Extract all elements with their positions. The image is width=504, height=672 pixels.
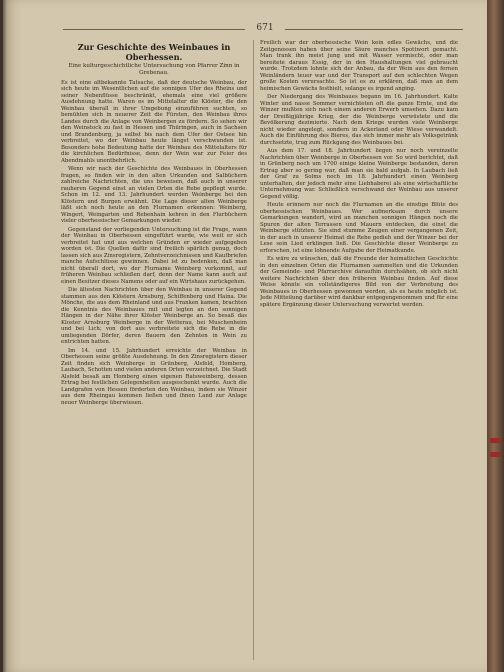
paragraph: Heute erinnern nur noch die Flurnamen an die einstige Blüte des oberhessischen Weinbaues. Wer aufmerksam durch unsere Gemarkungen wandert, wird an manchen sonnigen Hängen noch die Spuren der alten Terrassen und Mauern entdecken, die einst die Weinberge stützten. Sie sind stumme Zeugen einer vergangenen Zeit, in der auch in unserer Heimat die Rebe gedieh und der Winzer bei der Lese sein Lied erklingen ließ. Die Geschichte dieser Weinberge zu erforschen, ist eine lohnende Aufgabe der Heimatkunde. (260, 202, 458, 254)
paragraph: Wenn wir nach der Geschichte des Weinbaues in Oberhessen fragen, so finden wir in den alten Urkunden und Salbüchern zahlreiche Nachrichten, die uns beweisen, daß auch in unserer rauheren Gegend einst an vielen Orten die Rebe gepflegt wurde. Schon im 12. und 13. Jahrhundert werden Weinberge bei den Klöstern und Burgen erwähnt. Die Lage dieser alten Weinberge läßt sich noch heute an den Flurnamen erkennen: Weinberg, Wingert, Weingarten und Rebenhain kehren in den Flurbüchern vieler oberhessischer Gemarkungen wieder. (61, 166, 247, 225)
page-number: 671 (256, 23, 274, 33)
paragraph: Aus dem 17. und 18. Jahrhundert liegen nur noch vereinzelte Nachrichten über Weinberge in Oberhessen vor. So wird berichtet, daß in Grünberg noch um 1700 einige kleine Weinberge bestanden, deren Ertrag aber so gering war, daß man sie bald aufgab. In Laubach ließ der Graf zu Solms noch im 18. Jahrhundert einen Weinberg unterhalten, der jedoch mehr eine Liebhaberei als eine wirtschaftliche Unternehmung war. Schließlich verschwand der Weinbau aus unserer Gegend völlig. (260, 148, 458, 200)
right-column (260, 40, 458, 662)
page-header (63, 23, 463, 35)
book-page (3, 0, 487, 672)
header-rule-left (63, 29, 245, 30)
article-subtitle: Eine kulturgeschichtliche Untersuchung von Pfarrer Zinn in Grebenau. (68, 63, 240, 76)
article-title: Zur Geschichte des Weinbaues in Oberhessen. (77, 42, 231, 62)
spine-band (490, 438, 501, 443)
paragraph: Freilich war der oberhessische Wein kein edles Gewächs, und die Zeitgenossen haben über seine Säure manches Spottwort gemacht. Man trank ihn meist jung und mit Wasser vermischt, oder man bereitete daraus Essig, der in den Haushaltungen viel gebraucht wurde. Trotzdem lohnte sich der Anbau, da der Wein aus den fernen Weinländern teuer war und der Transport auf den schlechten Wegen große Kosten verursachte. So ist es zu erklären, daß man an dem heimischen Gewächs festhielt, solange es irgend anging. (260, 40, 458, 92)
paragraph: Es wäre zu wünschen, daß die Freunde der heimatlichen Geschichte in den einzelnen Orten die Flurnamen sammelten und die Urkunden der Gemeinde- und Pfarrarchive daraufhin durchsähen, ob sich nicht weitere Nachrichten über den früheren Weinbau finden. Auf diese Weise könnte ein vollständigeres Bild von der Verbreitung des Weinbaues in Oberhessen gewonnen werden, als es heute möglich ist. Jede Mitteilung darüber wird dankbar entgegengenommen und für eine spätere Ergänzung dieser Untersuchung verwertet werden. (260, 256, 458, 308)
spine-band (490, 452, 501, 457)
header-rule-right (285, 29, 463, 30)
paragraph: Es ist eine altbekannte Tatsache, daß der deutsche Weinbau, der sich heute im Wesentlichen auf die sonnigen Ufer des Rheins und seiner Nebenflüsse beschränkt, ehemals eine viel größere Ausdehnung hatte. Waren es im Mittelalter die Klöster, die den Weinbau überall in ihrer Umgebung einzuführen suchten, so bemühten sich in neuerer Zeit die Fürsten, den Weinbau ihres Landes durch die Anlage von Weinbergen zu fördern. So sehen wir den Weinstock zu fast in Hessen und Thüringen, auch in Sachsen und Brandenburg, ja selbst bis nach dem Ufer der Ostsee hin verbreitet, wo der Weinbau heute längst verschwunden ist. Besonders hohe Bedeutung hatte der Weinbau des Mittelalters für die kirchlichen Bedürfnisse, denn der Wein war zur Feier des Abendmahls unentbehrlich. (61, 79, 247, 164)
page-gutter-shadow (3, 0, 7, 672)
left-column (61, 40, 247, 662)
paragraph: Der Niedergang des Weinbaues begann im 16. Jahrhundert. Kalte Winter und nasse Sommer vernichteten oft die ganze Ernte, und die Winzer mußten sich nach einem anderen Erwerb umsehen. Dazu kam der Dreißigjährige Krieg, der die Weinberge verwüstete und die Bevölkerung dezimierte. Nach dem Kriege wurden viele Weinberge nicht wieder angelegt, sondern in Ackerland oder Wiese verwandelt. Auch die Einführung des Bieres, das sich immer mehr als Volksgetränk durchsetzte, trug zum Rückgang des Weinbaues bei. (260, 94, 458, 146)
paragraph: Die ältesten Nachrichten über den Weinbau in unserer Gegend stammen aus den Klöstern Arnsburg, Schiffenberg und Haina. Die Mönche, die aus dem Rheinland und aus Franken kamen, brachten die Kenntnis des Weinbaues mit und legten an den sonnigen Hängen in der Nähe ihrer Klöster Weinberge an. So besaß das Kloster Arnsburg Weinberge in der Wetterau, bei Muschenheim und bei Lich; von dort aus verbreitete sich die Rebe in die umliegenden Dörfer, deren Bauern den Zehnten in Wein zu entrichten hatten. (61, 287, 247, 346)
book-spine (487, 0, 504, 672)
column-divider (253, 40, 254, 660)
paragraph: Im 14. und 15. Jahrhundert erreichte der Weinbau in Oberhessen seine größte Ausdehnung. In den Zinsregistern dieser Zeit finden sich Weinberge in Grünberg, Alsfeld, Homberg, Laubach, Schotten und vielen anderen Orten verzeichnet. Die Stadt Alsfeld besaß am Homberg einen eigenen Ratsweinberg, dessen Ertrag bei festlichen Gelegenheiten ausgeschenkt wurde. Auch die Landgrafen von Hessen förderten den Weinbau, indem sie Winzer aus dem Rheingau kommen ließen und ihnen Land zur Anlage neuer Weinberge überwiesen. (61, 347, 247, 406)
paragraph: Gegenstand der vorliegenden Untersuchung ist die Frage, wann der Weinbau in Oberhessen eingeführt wurde, wie weit er sich verbreitet hat und aus welchen Gründen er wieder aufgegeben worden ist. Die Quellen dafür sind freilich spärlich genug, doch lassen sich aus Zinsregistern, Zehntverzeichnissen und Kaufbriefen manche Aufschlüsse gewinnen. Dabei ist zu bedenken, daß man nicht überall dort, wo der Flurname Weinberg vorkommt, auf früheren Weinbau schließen darf, denn der Name kann auch auf einen Besitzer dieses Namens oder auf ein Wirtshaus zurückgehen. (61, 226, 247, 285)
